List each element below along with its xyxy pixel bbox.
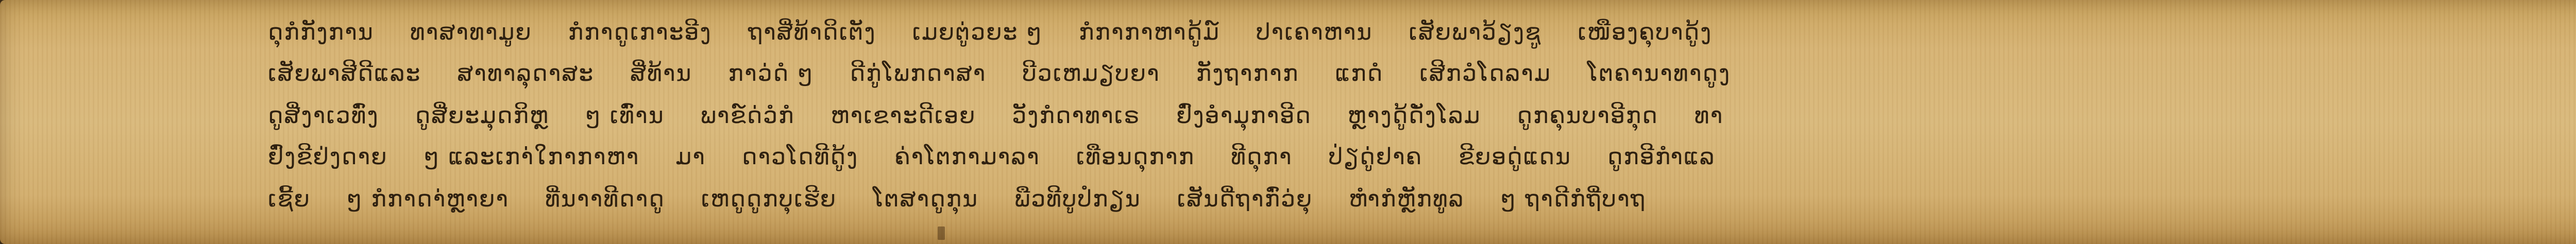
text-segment: ເສັຍພາສີດີແລະ <box>268 60 421 86</box>
leaf-scratch-mark <box>938 226 945 240</box>
text-segment: ດີກູ່ໂພກດາສາ <box>850 60 987 86</box>
text-segment: ທາ <box>1694 102 1724 129</box>
text-segment: ດູກອີກຳແລ <box>1607 144 1716 170</box>
text-segment: ພືວທີບູປໍກຽນ <box>1014 186 1141 212</box>
text-segment: ໆ ເທົ່ານ <box>585 102 665 129</box>
text-segment: ຄ່າໂຕກາມາລາ <box>894 144 1040 170</box>
text-segment: ທີ່ນາາທີດາດູ <box>545 186 665 212</box>
text-segment: ເຊີ້ຍ <box>268 186 311 212</box>
text-segment: ໂຕສາດູກຸນ <box>873 186 979 212</box>
text-segment: ຢົ່ງອໍາມຸກາອີດ <box>1176 102 1312 129</box>
text-segment: ເໜືອງຄຸບາດູ້ງ <box>1578 19 1713 45</box>
text-segment: ມາ <box>675 144 706 170</box>
text-segment: ເມຍຕູ່ວຍະ ໆ <box>912 19 1043 45</box>
text-segment: ກໍກາກາຫາດູ້ມ໌ <box>1078 19 1220 45</box>
text-segment: ຂີຍອດູ່ແດນ <box>1458 144 1571 170</box>
text-segment: ດູສີ່ຍະມຸດກິຫຼ <box>415 102 550 129</box>
text-segment: ປ່ຽດູ່ຢາຄ <box>1328 144 1422 170</box>
text-segment: ຫາເຂາະດີເອຍ <box>831 102 976 129</box>
text-segment: ດູສີ່ງາເວທົ່ງ <box>268 102 379 129</box>
text-segment: ຖາສີ່ທ້າດິເຕັງ <box>748 19 876 45</box>
text-segment: ໆ ກໍກາດາ່ຫຼາຍາ <box>346 186 510 212</box>
text-segment: ຫຳກໍຫຼັກທູລ <box>1349 186 1465 212</box>
text-segment: ເສັນດີ່ຖາກົ່ວ່ຍຸ <box>1177 186 1313 212</box>
text-segment: ເສັຍພາວ້ຽງຊູ <box>1409 19 1542 45</box>
text-segment: ເທືອນດຸກາກ <box>1076 144 1195 170</box>
manuscript-line-3 <box>268 98 2576 134</box>
text-segment: ສີ່ທ້ານ <box>630 60 692 86</box>
text-segment: ບີວເຫມຽບຍາ <box>1022 60 1160 86</box>
text-segment: ດາວໂດທີດູ້ງ <box>742 144 859 170</box>
text-segment: ປາເຄາຫານ <box>1256 19 1373 45</box>
text-segment: ໆ ຖາດີກໍຖີ່ບາຖ <box>1500 186 1647 212</box>
manuscript-line-1 <box>268 14 2576 50</box>
text-segment: ດູກຄຸນບາອີກຸດ <box>1517 102 1658 129</box>
text-segment: ໂຕຄານາທາດູງ <box>1587 60 1731 86</box>
text-segment: ກັງຖາກາກ <box>1196 60 1299 86</box>
text-segment: ສາທາລຸດາສະ <box>457 60 595 86</box>
text-segment: ຫຼາງດູ້ດັ່ງໂລມ <box>1347 102 1481 129</box>
manuscript-line-4 <box>268 139 2576 175</box>
text-segment: ກໍກາດູເກາະອີງ <box>568 19 712 45</box>
text-segment: ກາວ່ດໍ ໆ <box>728 60 814 86</box>
text-segment: ພາຂ໌ດ່ວໍກໍ <box>700 102 795 129</box>
text-segment: ທາສາທາມູຍ <box>410 19 532 45</box>
text-segment: ວັງກໍດາທາເຣ <box>1012 102 1141 129</box>
text-segment: ແກດໍ <box>1335 60 1384 86</box>
text-segment: ທີດຸກາ <box>1231 144 1293 170</box>
text-segment: ດຸກໍກັງການ <box>268 19 374 45</box>
text-segment: ເສີກວໍໂດລາມ <box>1419 60 1551 86</box>
manuscript-line-5 <box>268 181 2576 217</box>
manuscript-line-2 <box>268 56 2576 92</box>
text-segment: ເຫດູດູກບຸເຮີຍ <box>701 186 837 212</box>
text-segment: ໆ ແລະເກາ່ໃກາກາຫາ <box>423 144 640 170</box>
text-segment: ຢົ່ງຂີຢ່ງດາຍ <box>268 144 388 170</box>
